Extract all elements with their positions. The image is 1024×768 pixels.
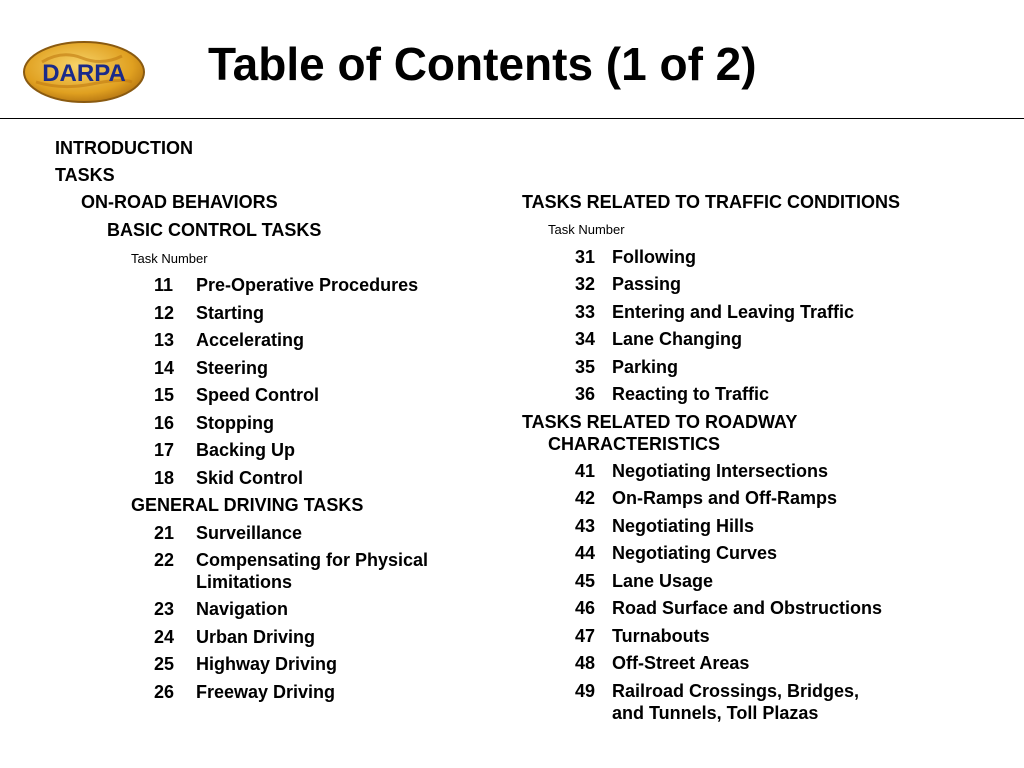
svg-text:DARPA: DARPA <box>42 60 126 87</box>
task-number-label: Task Number <box>131 251 208 266</box>
task-number-label: Task Number <box>548 222 625 237</box>
roadway-heading: TASKS RELATED TO ROADWAY <box>522 412 798 432</box>
traffic-conditions-heading: TASKS RELATED TO TRAFFIC CONDITIONS <box>522 192 900 212</box>
general-driving-heading: GENERAL DRIVING TASKS <box>131 495 364 515</box>
globe-icon <box>22 40 146 104</box>
page-title: Table of Contents (1 of 2) <box>208 38 757 90</box>
on-road-heading: ON-ROAD BEHAVIORS <box>81 192 278 212</box>
roadway-heading-continued: CHARACTERISTICS <box>548 434 721 454</box>
tasks-heading: TASKS <box>55 165 115 185</box>
darpa-logo <box>22 40 146 104</box>
title-divider <box>0 118 1024 119</box>
basic-control-heading: BASIC CONTROL TASKS <box>107 220 322 240</box>
introduction-heading: INTRODUCTION <box>55 138 193 158</box>
